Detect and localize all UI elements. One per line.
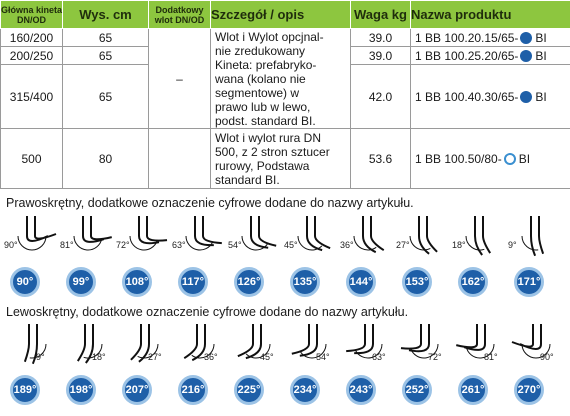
angle-label: 9° [508,240,517,250]
elbow-icon [230,214,282,262]
right-elbow-cell [6,214,58,302]
angle-badge: 126° [234,267,264,297]
inlet-cell: – [149,29,211,129]
left-elbow-cell [398,322,450,410]
elbow-icon [6,322,58,370]
elbow-icon [398,322,450,370]
angle-label: 63° [372,352,386,362]
dn-cell: 500 [1,129,63,189]
angle-label: 72° [428,352,442,362]
elbow-icon [6,214,58,262]
elbow-icon [62,322,114,370]
angle-badge: 198° [66,375,96,405]
elbow-icon [286,214,338,262]
desc-line: rurowy, Podstawa [215,158,310,173]
desc-line: podst. standard BI. [215,113,316,128]
elbow-icon [510,322,562,370]
dn-cell: 315/400 [1,65,63,129]
elbow-icon [454,322,506,370]
angle-badge: 234° [290,375,320,405]
left-elbow-cell [62,322,114,410]
header-weight: Waga kg [351,1,411,29]
weight-cell: 42.0 [351,65,411,129]
angle-label: 9° [36,352,45,362]
angle-label: 18° [452,240,466,250]
header-additional-inlet: Dodatkowy wlot DN/OD [149,1,211,29]
weight-cell: 39.0 [351,29,411,47]
elbow-icon [118,322,170,370]
spec-table [0,0,570,189]
description-cell-2 [211,129,351,189]
angle-label: 90° [540,352,554,362]
header-height: Wys. cm [63,1,149,29]
right-elbow-cell [286,214,338,302]
angle-badge: 225° [234,375,264,405]
product-suffix: BI [518,151,531,166]
angle-badge: 99° [66,267,96,297]
ring-dot-icon [504,153,516,165]
inlet-cell-empty [149,129,211,189]
angle-badge: 216° [178,375,208,405]
product-cell [411,65,570,129]
desc-line: 500, z 2 stron sztucer [215,144,330,159]
product-cell [411,47,570,65]
desc-line: wana (kolano nie [215,71,306,86]
angle-badge: 171° [514,267,544,297]
angle-badge: 207° [122,375,152,405]
angle-label: 27° [396,240,410,250]
angle-badge: 252° [402,375,432,405]
elbow-icon [342,322,394,370]
angle-label: 45° [284,240,298,250]
desc-line: segmentowe) w [215,85,300,100]
header-detail: Szczegół / opis [211,1,351,29]
left-elbow-cell [6,322,58,410]
left-elbow-cell [454,322,506,410]
filled-dot-icon [520,32,532,44]
desc-line: Kineta: prefabryko- [215,57,317,72]
left-elbow-cell [510,322,562,410]
desc-line: Wlot i Wylot opcjnal- [215,29,324,44]
elbow-icon [342,214,394,262]
angle-label: 18° [92,352,106,362]
angle-badge: 144° [346,267,376,297]
angle-badge: 261° [458,375,488,405]
elbow-icon [174,322,226,370]
elbow-icon [454,214,506,262]
description-cell-1 [211,29,351,129]
desc-line: Wlot i wylot rura DN [215,130,322,145]
left-elbow-cell [230,322,282,410]
angle-badge: 153° [402,267,432,297]
product-code: 1 BB 100.50/80- [415,151,502,166]
product-code: 1 BB 100.20.15/65- [415,30,519,45]
elbow-icon [286,322,338,370]
header-main-kinetic: Główna kineta DN/OD [1,1,63,29]
right-turn-elbow-row [0,214,570,302]
weight-cell: 53.6 [351,129,411,189]
left-elbow-cell [286,322,338,410]
angle-label: 54° [228,240,242,250]
table-row [1,129,570,189]
desc-line: standard BI. [215,172,280,187]
angle-badge: 135° [290,267,320,297]
right-elbow-cell [342,214,394,302]
angle-label: 90° [4,240,18,250]
elbow-icon [118,214,170,262]
right-elbow-cell [230,214,282,302]
elbow-icon [398,214,450,262]
angle-badge: 243° [346,375,376,405]
height-cell: 65 [63,29,149,47]
dn-cell: 200/250 [1,47,63,65]
angle-label: 36° [204,352,218,362]
angle-badge: 90° [10,267,40,297]
right-elbow-cell [510,214,562,302]
left-elbow-cell [174,322,226,410]
left-turn-label: Lewoskrętny, dodatkowe oznaczenie cyfrowe dodane do nazwy artykułu. [6,305,409,319]
right-elbow-cell [118,214,170,302]
table-header-row [1,1,570,29]
right-elbow-cell [174,214,226,302]
header-product-name: Nazwa produktu [411,1,570,29]
elbow-icon [510,214,562,262]
left-turn-elbow-row [0,322,570,410]
right-elbow-cell [454,214,506,302]
desc-line: nie zredukowany [215,43,306,58]
angle-label: 27° [148,352,162,362]
right-elbow-cell [398,214,450,302]
filled-dot-icon [520,91,532,103]
product-suffix: BI [535,48,547,63]
elbow-icon [230,322,282,370]
angle-label: 36° [340,240,354,250]
left-elbow-cell [342,322,394,410]
height-cell: 65 [63,47,149,65]
angle-label: 63° [172,240,186,250]
angle-badge: 189° [10,375,40,405]
product-code: 1 BB 100.25.20/65- [415,48,519,63]
angle-label: 72° [116,240,130,250]
right-turn-label: Prawoskrętny, dodatkowe oznaczenie cyfrowe dodane do nazwy artykułu. [6,196,414,210]
weight-cell: 39.0 [351,47,411,65]
dn-cell: 160/200 [1,29,63,47]
height-cell: 65 [63,65,149,129]
angle-label: 81° [60,240,74,250]
product-suffix: BI [535,89,547,104]
angle-badge: 108° [122,267,152,297]
angle-badge: 117° [178,267,208,297]
filled-dot-icon [520,50,532,62]
product-cell [411,129,570,189]
angle-label: 81° [484,352,498,362]
angle-badge: 270° [514,375,544,405]
angle-label: 45° [260,352,274,362]
angle-badge: 162° [458,267,488,297]
product-code: 1 BB 100.40.30/65- [415,89,519,104]
elbow-icon [62,214,114,262]
angle-label: 54° [316,352,330,362]
right-elbow-cell [62,214,114,302]
elbow-icon [174,214,226,262]
product-suffix: BI [535,30,547,45]
table-row [1,29,570,47]
height-cell: 80 [63,129,149,189]
product-cell [411,29,570,47]
desc-line: prawo lub w lewo, [215,99,311,114]
left-elbow-cell [118,322,170,410]
